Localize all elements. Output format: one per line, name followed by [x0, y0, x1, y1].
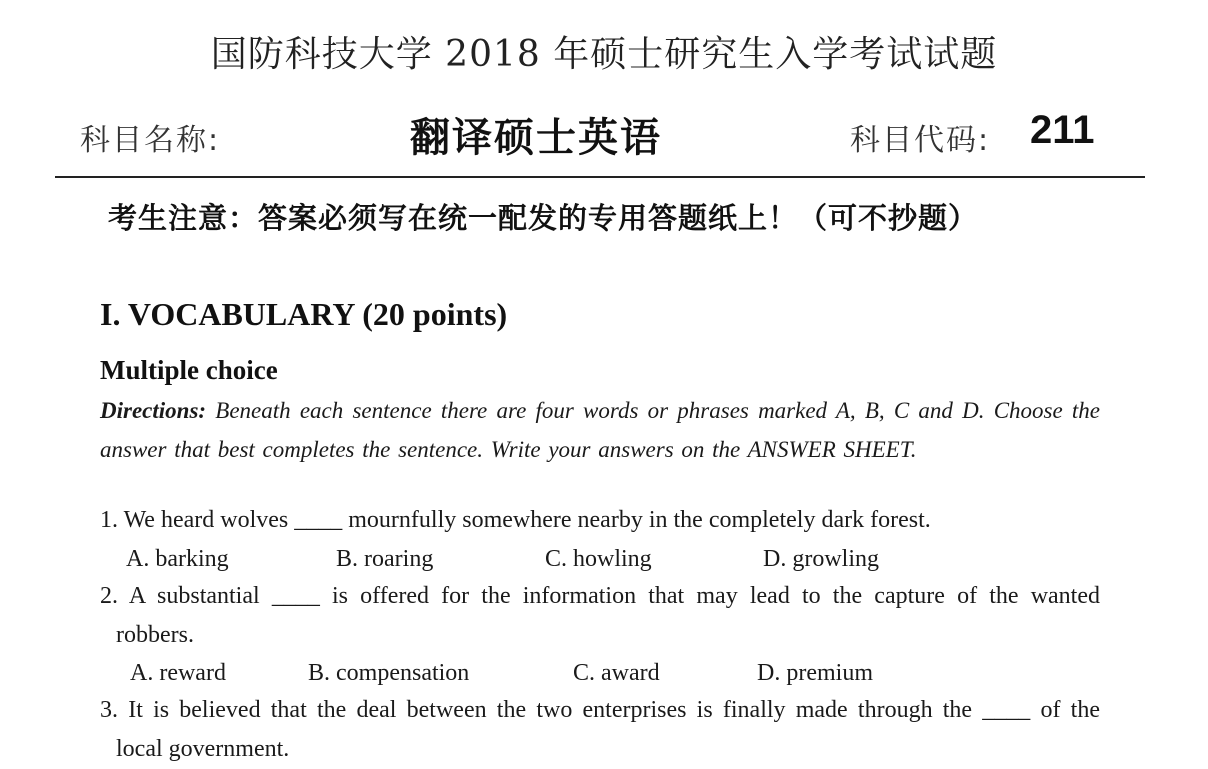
subject-code-label: 科目代码: — [850, 123, 991, 158]
question-text-line-1: It is believed that the deal between the two enterprises is finally made through the ____ of the — [128, 697, 1100, 723]
question-text-line-1: A substantial ____ is offered for the information that may lead to the capture of the wanted — [128, 583, 1100, 609]
option-1a: A. barking — [126, 546, 229, 572]
question-text: We heard wolves ____ mournfully somewhere nearby in the completely dark forest. — [123, 507, 931, 533]
option-2c: C. award — [573, 660, 660, 686]
question-number: 3. — [100, 697, 118, 723]
option-2a: A. reward — [130, 660, 226, 686]
subject-label: 科目名称: — [80, 123, 221, 158]
exam-title: 国防科技大学 2018 年硕士研究生入学考试试题 — [210, 34, 998, 75]
option-1c: C. howling — [545, 546, 652, 572]
question-3 — [100, 697, 1100, 724]
question-text-line-2: local government. — [116, 736, 290, 762]
header-divider — [55, 176, 1145, 178]
option-2d: D. premium — [757, 660, 873, 686]
directions-label: Directions: — [100, 398, 207, 423]
question-number: 2. — [100, 583, 118, 609]
section-subheading: Multiple choice — [100, 355, 278, 385]
question-text-line-2: robbers. — [116, 622, 194, 648]
directions-paragraph — [100, 392, 1100, 469]
subject-code-value: 211 — [1030, 108, 1095, 152]
subject-name: 翻译硕士英语 — [410, 115, 662, 161]
section-heading: I. VOCABULARY (20 points) — [100, 296, 508, 332]
option-1d: D. growling — [763, 546, 879, 572]
option-2b: B. compensation — [308, 660, 470, 686]
question-number: 1. — [100, 507, 118, 533]
question-1 — [100, 507, 931, 534]
exam-notice: 考生注意：答案必须写在统一配发的专用答题纸上！（可不抄题） — [108, 201, 979, 235]
option-1b: B. roaring — [336, 546, 434, 572]
question-2 — [100, 583, 1100, 610]
directions-text: Beneath each sentence there are four words or phrases marked A, B, C and D. Choose the answer that best completes the sentence. Write your answers on the ANSWER SHEET. — [100, 398, 1101, 462]
